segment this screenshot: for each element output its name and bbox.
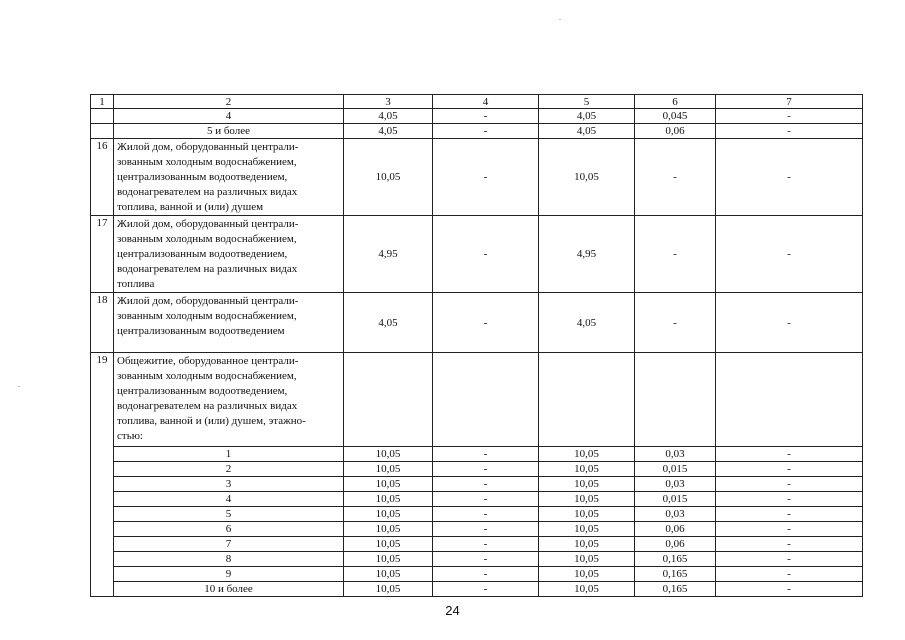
cell-c5: 10,05: [539, 477, 635, 492]
cell-c7: -: [716, 507, 863, 522]
cell-c6: 0,165: [635, 567, 716, 582]
description-line: водонагревателем на различных видах: [117, 186, 298, 198]
cell-c4: -: [433, 507, 539, 522]
cell-c5: 4,05: [539, 293, 635, 353]
cell-c4: -: [433, 216, 539, 293]
description-line: водонагревателем на различных видах: [117, 400, 298, 412]
description-line: Жилой дом, оборудованный централи-: [117, 141, 299, 153]
cell-c3: 10,05: [344, 492, 433, 507]
description-cell: [114, 353, 344, 447]
subrow: [91, 492, 863, 507]
cell-c6: 0,03: [635, 477, 716, 492]
cell-c6: -: [635, 216, 716, 293]
description-cell: [114, 216, 344, 293]
empty-cell: [716, 353, 863, 447]
cell-c3: 10,05: [344, 139, 433, 216]
cell-c7: -: [716, 537, 863, 552]
cell-c4: -: [433, 109, 539, 124]
cell-c3: 4,05: [344, 293, 433, 353]
cell-c4: -: [433, 492, 539, 507]
cell-c4: -: [433, 522, 539, 537]
empty-cell: [344, 353, 433, 447]
scan-speck: [559, 19, 561, 20]
description-line: стью:: [117, 430, 143, 442]
cell-c7: -: [716, 582, 863, 597]
cell-c5: 10,05: [539, 447, 635, 462]
cell-c5: 10,05: [539, 537, 635, 552]
cell-c6: -: [635, 139, 716, 216]
cell-c6: 0,165: [635, 582, 716, 597]
description-line: зованным холодным водоснабжением,: [117, 310, 297, 322]
subrow: [91, 522, 863, 537]
cell-c4: -: [433, 447, 539, 462]
cell-c5: 10,05: [539, 462, 635, 477]
description-cell: [114, 139, 344, 216]
item-number: 19: [91, 353, 114, 597]
empty-cell: [635, 353, 716, 447]
page-number: 24: [445, 603, 460, 618]
cell-c5: 10,05: [539, 492, 635, 507]
subrow-label: 1: [114, 447, 344, 462]
subrow-label: 7: [114, 537, 344, 552]
cell-c3: 10,05: [344, 477, 433, 492]
cell-c5: 10,05: [539, 582, 635, 597]
description-line: топлива: [117, 278, 155, 290]
cell-c5: 10,05: [539, 567, 635, 582]
header-cell: 1: [91, 95, 114, 109]
cell-c4: -: [433, 462, 539, 477]
description-line: Общежитие, оборудованное централи-: [117, 355, 299, 367]
cell-c3: 10,05: [344, 447, 433, 462]
cell-c3: 4,05: [344, 109, 433, 124]
cell-c4: -: [433, 293, 539, 353]
cell-c4: -: [433, 139, 539, 216]
cell-c3: 10,05: [344, 537, 433, 552]
header-cell: 4: [433, 95, 539, 109]
header-cell: 3: [344, 95, 433, 109]
subrow: [91, 124, 863, 139]
item-row: [91, 353, 863, 447]
subrow: [91, 552, 863, 567]
subrow: [91, 567, 863, 582]
description-line: централизованным водоотведением: [117, 325, 285, 337]
description-line: Жилой дом, оборудованный централи-: [117, 218, 299, 230]
cell-c4: -: [433, 537, 539, 552]
cell-c5: 10,05: [539, 522, 635, 537]
description-line: топлива, ванной и (или) душем, этажно-: [117, 415, 306, 427]
cell-c3: 4,95: [344, 216, 433, 293]
cell-c6: 0,045: [635, 109, 716, 124]
subrow-label: 3: [114, 477, 344, 492]
cell-c3: 10,05: [344, 462, 433, 477]
cell-c6: 0,06: [635, 124, 716, 139]
cell-c5: 10,05: [539, 507, 635, 522]
subrow-label: 9: [114, 567, 344, 582]
subrow: [91, 477, 863, 492]
cell-c6: -: [635, 293, 716, 353]
subrow-label: 10 и более: [114, 582, 344, 597]
number-cell: [91, 109, 114, 124]
cell-c6: 0,06: [635, 522, 716, 537]
cell-c6: 0,03: [635, 507, 716, 522]
number-cell: [91, 124, 114, 139]
cell-c7: -: [716, 447, 863, 462]
empty-cell: [539, 353, 635, 447]
empty-cell: [433, 353, 539, 447]
cell-c7: -: [716, 522, 863, 537]
subrow-label: 2: [114, 462, 344, 477]
cell-c6: 0,165: [635, 552, 716, 567]
scan-speck: [18, 386, 20, 387]
header-cell: 6: [635, 95, 716, 109]
cell-c3: 4,05: [344, 124, 433, 139]
item-row: [91, 216, 863, 293]
cell-c3: 10,05: [344, 567, 433, 582]
cell-c3: 10,05: [344, 552, 433, 567]
cell-c7: -: [716, 552, 863, 567]
subrow: [91, 507, 863, 522]
cell-c5: 4,95: [539, 216, 635, 293]
cell-c7: -: [716, 293, 863, 353]
cell-c4: -: [433, 477, 539, 492]
description-line: топлива, ванной и (или) душем: [117, 201, 264, 213]
cell-c4: -: [433, 552, 539, 567]
subrow: [91, 462, 863, 477]
item-number: 16: [91, 139, 114, 216]
cell-c3: 10,05: [344, 507, 433, 522]
header-cell: 7: [716, 95, 863, 109]
description-line: зованным холодным водоснабжением,: [117, 370, 297, 382]
header-cell: 5: [539, 95, 635, 109]
cell-c7: -: [716, 124, 863, 139]
subrow: [91, 447, 863, 462]
header-cell: 2: [114, 95, 344, 109]
description-line: зованным холодным водоснабжением,: [117, 233, 297, 245]
cell-c4: -: [433, 582, 539, 597]
subrow-label: 8: [114, 552, 344, 567]
subrow-label: 4: [114, 109, 344, 124]
norms-table: [90, 94, 863, 597]
cell-c6: 0,03: [635, 447, 716, 462]
subrow: [91, 109, 863, 124]
cell-c7: -: [716, 492, 863, 507]
description-line: централизованным водоотведением,: [117, 171, 288, 183]
subrow-label: 5: [114, 507, 344, 522]
cell-c6: 0,015: [635, 492, 716, 507]
cell-c4: -: [433, 124, 539, 139]
description-line: централизованным водоотведением,: [117, 248, 288, 260]
description-line: водонагревателем на различных видах: [117, 263, 298, 275]
cell-c7: -: [716, 567, 863, 582]
cell-c7: -: [716, 216, 863, 293]
cell-c6: 0,015: [635, 462, 716, 477]
description-line: централизованным водоотведением,: [117, 385, 288, 397]
cell-c4: -: [433, 567, 539, 582]
subrow-label: 5 и более: [114, 124, 344, 139]
subrow-label: 6: [114, 522, 344, 537]
item-row: [91, 139, 863, 216]
cell-c6: 0,06: [635, 537, 716, 552]
subrow: [91, 537, 863, 552]
description-cell: [114, 293, 344, 353]
cell-c7: -: [716, 477, 863, 492]
cell-c7: -: [716, 139, 863, 216]
item-number: 17: [91, 216, 114, 293]
cell-c5: 10,05: [539, 552, 635, 567]
cell-c5: 10,05: [539, 139, 635, 216]
header-row: [91, 95, 863, 109]
description-line: Жилой дом, оборудованный централи-: [117, 295, 299, 307]
subrow: [91, 582, 863, 597]
cell-c5: 4,05: [539, 109, 635, 124]
cell-c7: -: [716, 462, 863, 477]
subrow-label: 4: [114, 492, 344, 507]
cell-c7: -: [716, 109, 863, 124]
item-row: [91, 293, 863, 353]
cell-c3: 10,05: [344, 522, 433, 537]
cell-c5: 4,05: [539, 124, 635, 139]
description-line: зованным холодным водоснабжением,: [117, 156, 297, 168]
item-number: 18: [91, 293, 114, 353]
cell-c3: 10,05: [344, 582, 433, 597]
